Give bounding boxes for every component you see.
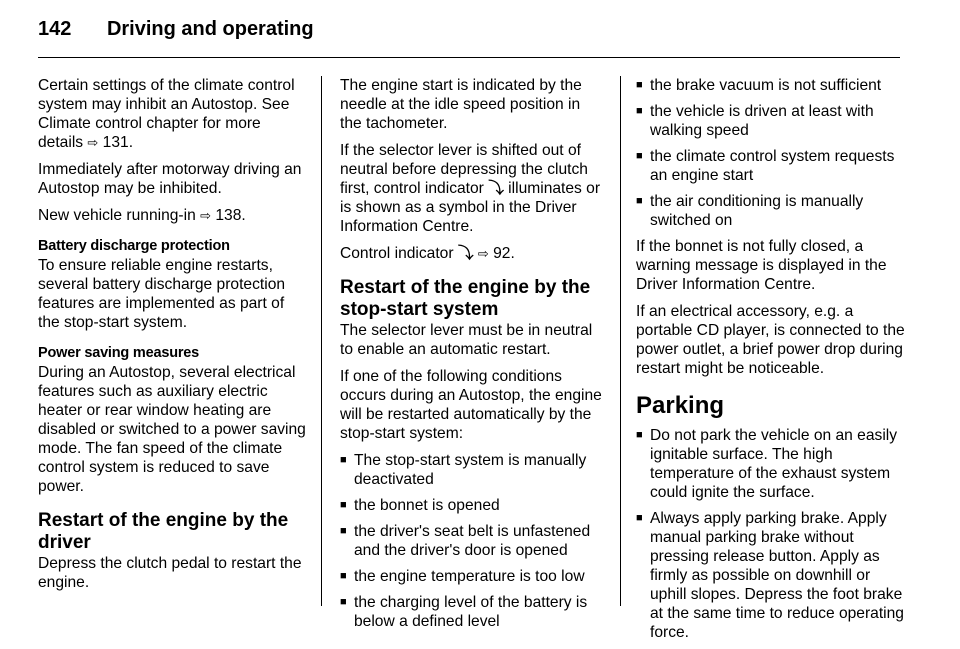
page-ref: 131.	[102, 134, 134, 151]
column-divider-2	[620, 76, 621, 606]
page-number: 142	[38, 18, 72, 40]
paragraph: To ensure reliable engine restarts, several battery discharge protection features are implemented as part of the stop-start system.	[38, 257, 286, 331]
parking-heading: Parking	[636, 392, 725, 419]
paragraph: If the selector lever is shifted out of neutral before depressing the clutch first, control indicator ⤵ illuminates or is shown as a symbol in the Driver Information Centre.	[340, 142, 601, 235]
control-indicator-icon: ⤵	[457, 245, 474, 262]
page-ref-arrow-icon: ⇨	[87, 135, 99, 150]
page-ref-arrow-icon: ⇨	[200, 208, 211, 223]
list-item: ■ the air conditioning is manually switched on	[636, 192, 906, 230]
list-item: ■ the vehicle is driven at least with walking speed	[636, 102, 906, 140]
page-ref: 138.	[215, 207, 246, 224]
page-ref: 92.	[493, 245, 515, 262]
page-ref-arrow-icon: ⇨	[477, 246, 489, 261]
paragraph: New vehicle running-in ⇨ 138.	[38, 207, 246, 224]
paragraph: The selector lever must be in neutral to enable an automatic restart.	[340, 322, 593, 358]
paragraph: If an electrical accessory, e.g. a portable CD player, is connected to the power outlet, a brief power drop during restart might be noticeable.	[636, 303, 905, 377]
page-header	[38, 18, 314, 41]
list-item: ■ the brake vacuum is not sufficient	[636, 76, 906, 95]
restart-conditions-list	[340, 451, 606, 631]
list-item: ■ The stop-start system is manually deactivated	[340, 451, 606, 489]
control-indicator-icon: ⤵	[488, 180, 504, 197]
list-item: ■ the charging level of the battery is below a defined level	[340, 593, 606, 631]
list-item: ■ the engine temperature is too low	[340, 567, 606, 586]
paragraph: Depress the clutch pedal to restart the engine.	[38, 555, 302, 591]
restart-conditions-list-continued	[636, 76, 906, 230]
list-item: ■ the bonnet is opened	[340, 496, 606, 515]
column-divider-1	[321, 76, 322, 606]
header-rule	[38, 57, 900, 58]
list-item: ■ Do not park the vehicle on an easily ignitable surface. The high temperature of the exhaust system could ignite the surface.	[636, 426, 906, 502]
paragraph: Control indicator ⤵ ⇨ 92.	[340, 245, 515, 262]
list-item: ■ the climate control system requests an engine start	[636, 147, 906, 185]
paragraph: During an Autostop, several electrical features such as auxiliary electric heater or rear window heating are disabled or switched to a power saving mode. The fan speed of the climate control system is reduced to save power.	[38, 364, 306, 495]
restart-by-driver-heading: Restart of the engine by the driver	[38, 510, 289, 553]
paragraph: Certain settings of the climate control system may inhibit an Autostop. See Climate control chapter for more details ⇨ 131.	[38, 77, 295, 151]
restart-by-system-heading: Restart of the engine by the stop-start system	[340, 277, 591, 320]
power-saving-heading: Power saving measures	[38, 345, 200, 361]
paragraph: Immediately after motorway driving an Autostop may be inhibited.	[38, 161, 302, 197]
battery-protection-heading: Battery discharge protection	[38, 238, 230, 254]
parking-list	[636, 426, 906, 642]
paragraph: If the bonnet is not fully closed, a warning message is displayed in the Driver Information Centre.	[636, 238, 887, 293]
list-item: ■ the driver's seat belt is unfastened and the driver's door is opened	[340, 522, 606, 560]
column-2	[340, 76, 606, 638]
column-1	[38, 76, 308, 600]
column-3	[636, 76, 906, 649]
page-title: Driving and operating	[106, 18, 314, 40]
paragraph: If one of the following conditions occurs during an Autostop, the engine will be restarted automatically by the stop-start system:	[340, 368, 602, 442]
paragraph: The engine start is indicated by the needle at the idle speed position in the tachometer.	[340, 77, 582, 132]
list-item: ■ Always apply parking brake. Apply manual parking brake without pressing release button. Apply as firmly as possible on downhill or uphill slopes. Depress the foot brake at the same time to reduce operating force.	[636, 509, 906, 642]
